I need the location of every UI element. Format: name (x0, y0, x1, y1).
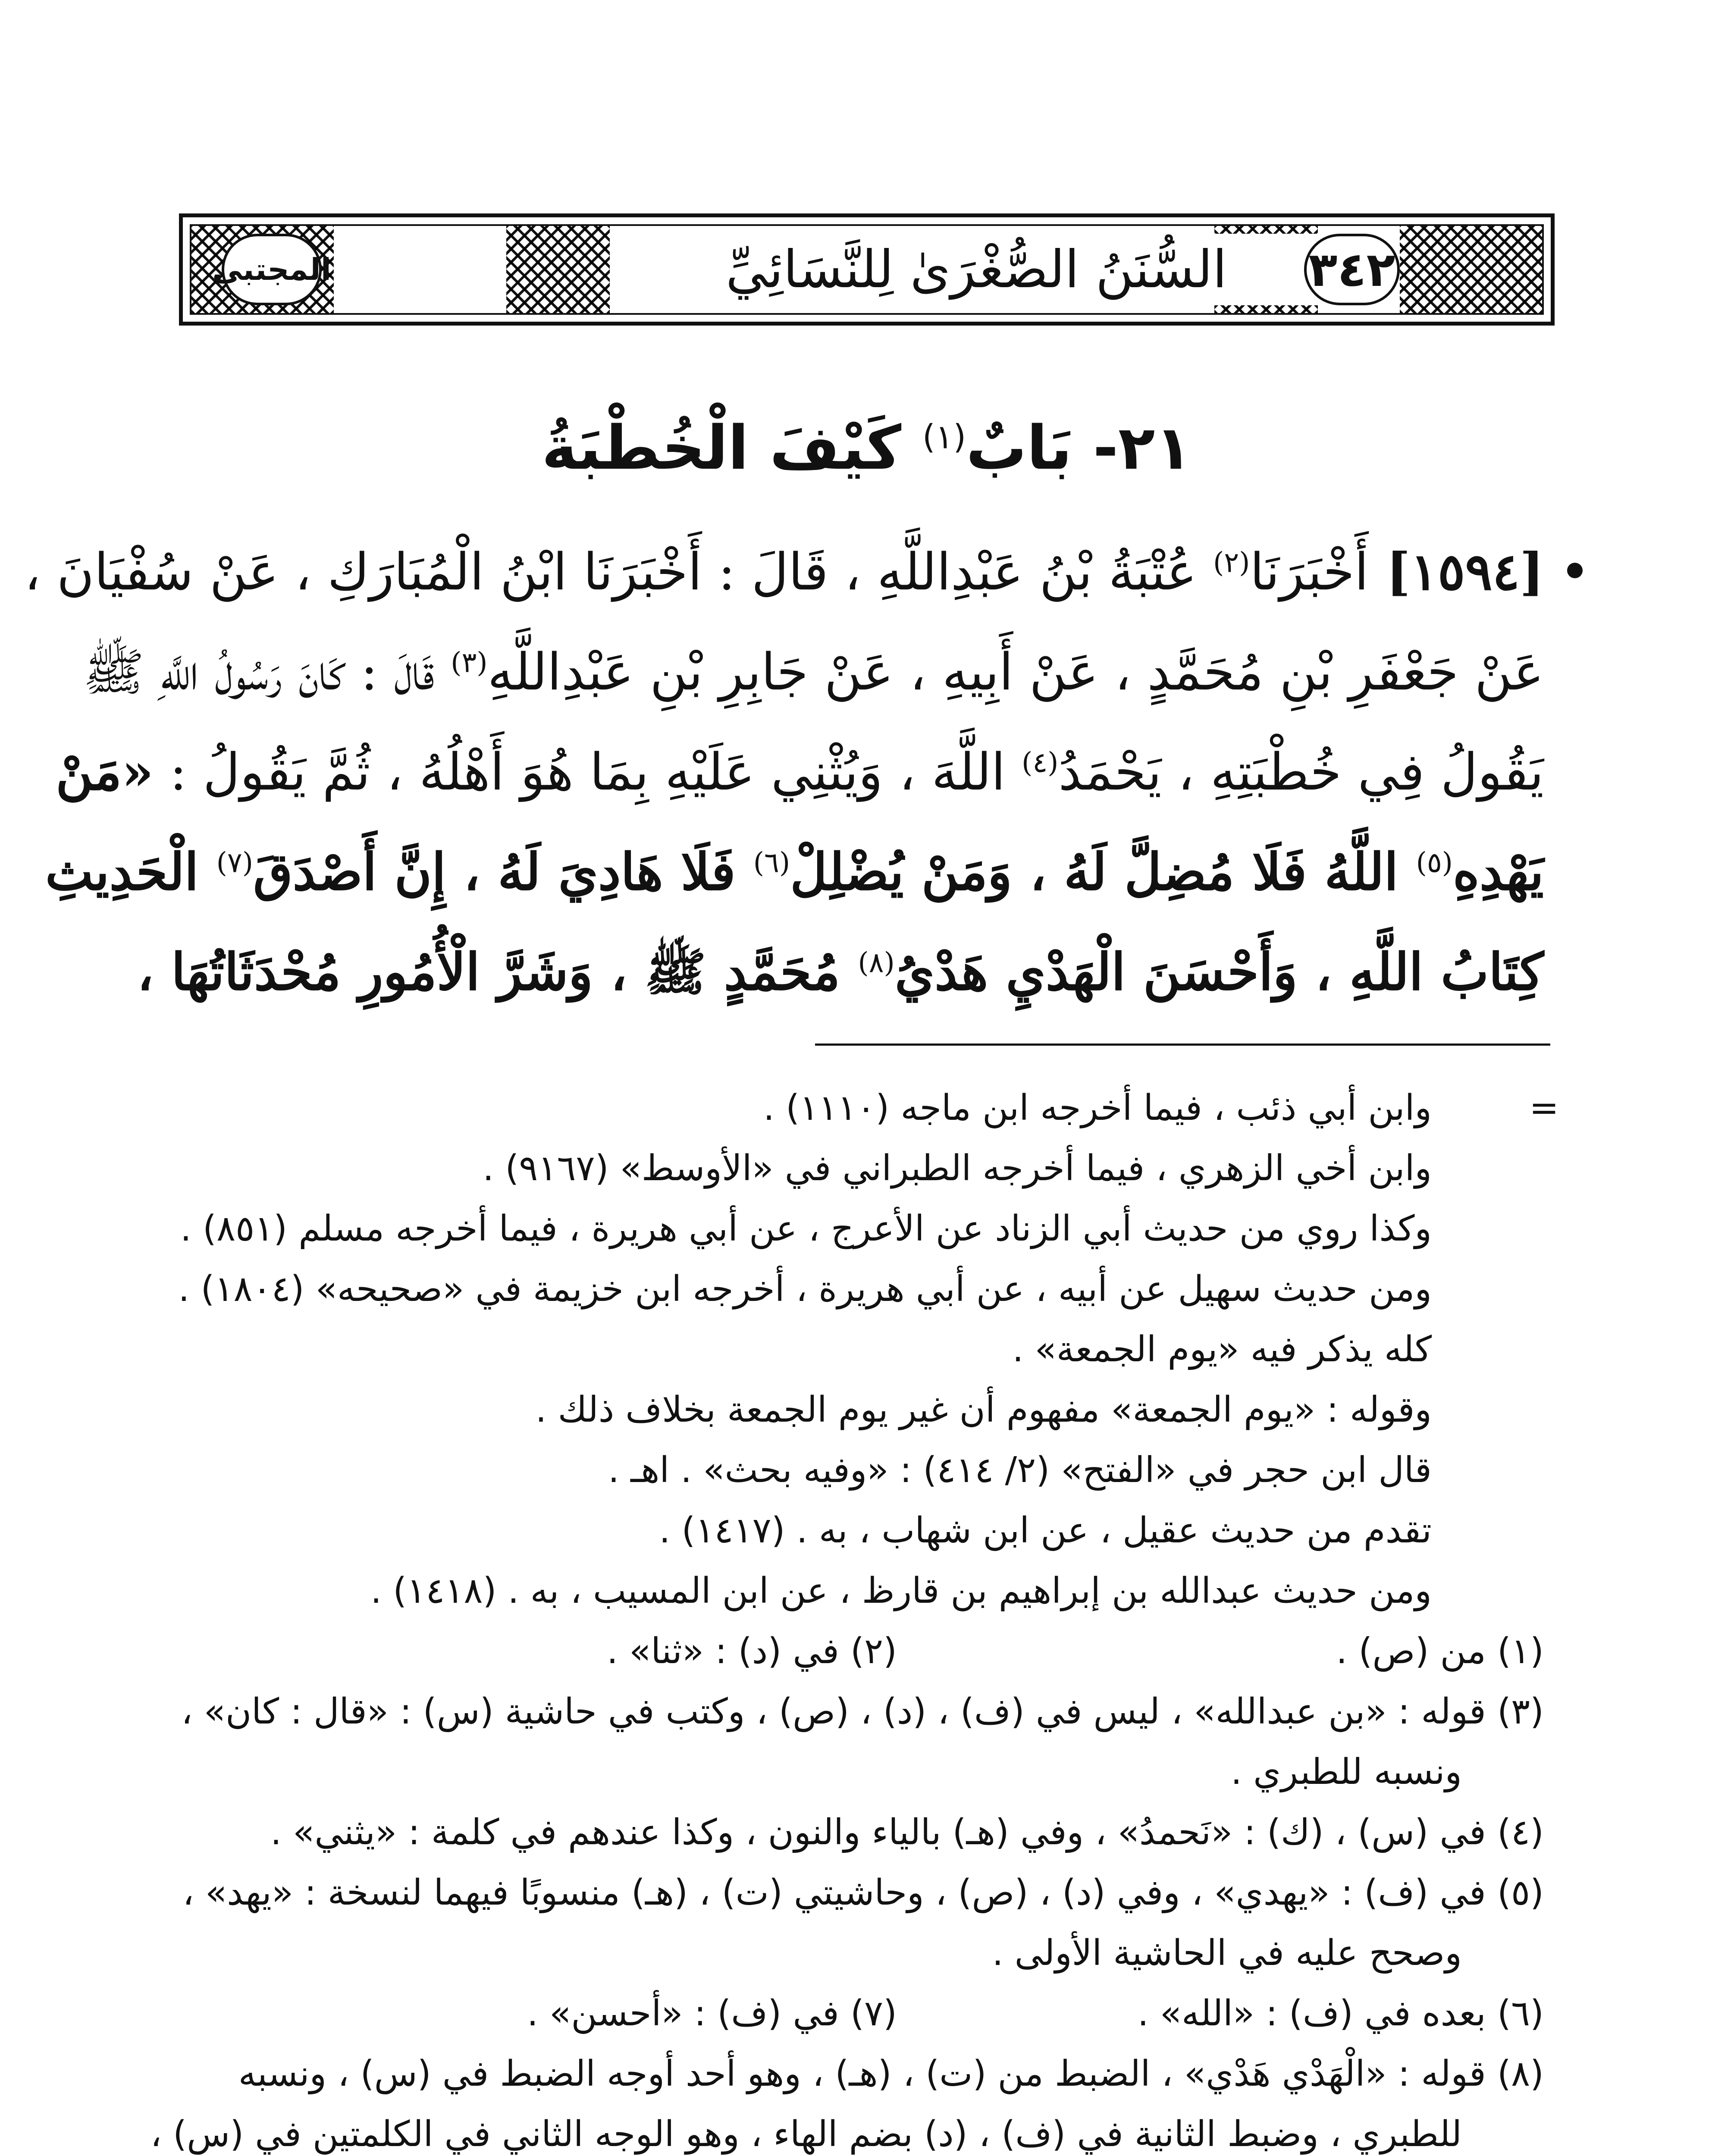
footnote-ref: (٥) (1416, 846, 1453, 879)
header-ornament-right (1400, 226, 1542, 313)
footnote-cont-line: وقوله : «يوم الجمعة» مفهوم أن غير يوم الجمعة بخلاف ذلك . (535, 1389, 1432, 1430)
hadith-line (45, 822, 1544, 922)
footnote-ref: (٧) (216, 846, 254, 879)
hadith-text-segment: مُحَمَّدٍ ﷺ ، وَشَرَّ الْأُمُورِ مُحْدَثَاتُهَا ، (137, 942, 858, 1002)
chapter-footnote-ref: (١) (922, 418, 966, 457)
header-title-box (623, 234, 1330, 305)
hadith-text-segment: عَنْ جَعْفَرِ بْنِ مُحَمَّدٍ ، عَنْ أَبِيهِ ، عَنْ جَابِرِ بْنِ عَبْدِاللَّهِ (487, 642, 1544, 702)
page-number: ٣٤٢ (1308, 242, 1395, 297)
hadith-number: [١٥٩٤] (1368, 542, 1544, 602)
hadith-bullet-icon (1567, 563, 1583, 578)
book-title: السُّنَنُ الصُّغْرَىٰ لِلنَّسَائِيِّ (725, 239, 1227, 300)
footnote-cont-line: ومن حديث عبدالله بن إبراهيم بن قارظ ، عن ابن المسيب ، به . (١٤١٨) . (370, 1570, 1432, 1611)
footnote-2: (٢) في (د) : «ثنا» . (607, 1631, 897, 1672)
hadith-line (83, 622, 1544, 722)
footnote-cont-line: كله يذكر فيه «يوم الجمعة» . (1012, 1329, 1432, 1370)
footnote-divider (815, 1044, 1550, 1046)
footnote-8: (٨) قوله : «الْهَدْي هَدْي» ، الضبط من (ت) ، (هـ) ، وهو أحد أوجه الضبط في (س) ، ونسبه (238, 2053, 1544, 2094)
page-header (179, 213, 1555, 326)
hadith-lines (24, 522, 1544, 1022)
footnote-ref: (٣) (451, 646, 488, 679)
footnote-5: (٥) في (ف) : «يهدي» ، وفي (د) ، (ص) ، وحاشيتي (ت) ، (هـ) منسوبًا فيهما لنسخة : «يهد» ، (182, 1872, 1544, 1913)
footnote-ref: (٦) (753, 846, 790, 879)
hadith-text-segment: اللَّهَ ، وَيُثْنِي عَلَيْهِ بِمَا هُوَ أَهْلُهُ ، ثُمَّ يَقُولُ : (154, 742, 1022, 802)
hadith-text-segment: كِتَابُ اللَّهِ ، وَأَحْسَنَ الْهَدْيِ هَدْيُ (894, 942, 1544, 1002)
footnotes (150, 1078, 1559, 2156)
footnote-8-cont: للطبري ، وضبط الثانية في (ف) ، (د) بضم الهاء ، وهو الوجه الثاني في الكلمتين في (س) ، (150, 2114, 1462, 2155)
footnote-cont-line: قال ابن حجر في «الفتح» (٢/ ٤١٤) : «وفيه بحث» . اهـ . (608, 1450, 1432, 1491)
hadith-text-segment: الْحَدِيثِ (45, 842, 216, 902)
footnote-ref: (٢) (1213, 546, 1250, 579)
footnote-cont-line: وابن أبي ذئب ، فيما أخرجه ابن ماجه (١١١٠) . (763, 1087, 1432, 1128)
footnote-cont-line: وكذا روي من حديث أبي الزناد عن الأعرج ، عن أبي هريرة ، فيما أخرجه مسلم (٨٥١) . (180, 1208, 1432, 1249)
hadith-text-segment: اللَّهُ فَلَا مُضِلَّ لَهُ ، وَمَنْ يُضْلِلْ (790, 842, 1416, 902)
header-ornament-center-left (506, 226, 610, 313)
footnote-7: (٧) في (ف) : «أحسن» . (527, 1993, 897, 2034)
hadith-text (24, 522, 1544, 1022)
hadith-line (137, 922, 1544, 1022)
hadith-text-segment: يَقُولُ فِي خُطْبَتِهِ ، يَحْمَدُ (1058, 742, 1544, 802)
chapter-heading-title: كَيْفَ الْخُطْبَةُ (542, 413, 922, 483)
footnote-ref: (٨) (858, 946, 895, 979)
page-number-box (1304, 234, 1400, 305)
footnote-cont-line: ومن حديث سهيل عن أبيه ، عن أبي هريرة ، أخرجه ابن خزيمة في «صحيحه» (١٨٠٤) . (178, 1269, 1432, 1310)
header-emblem (212, 234, 331, 305)
hadith-text-segment: أَخْبَرَنَا (1250, 542, 1369, 602)
hadith-text-segment: يَهْدِهِ (1453, 842, 1544, 902)
footnote-3-cont: ونسبه للطبري . (1230, 1752, 1462, 1792)
continuation-mark: = (1529, 1087, 1559, 1128)
hadith-text-segment: قَالَ : كَانَ رَسُولُ اللَّهِ ﷺ (83, 642, 451, 702)
footnote-3: (٣) قوله : «بن عبدالله» ، ليس في (ف) ، (د) ، (ص) ، وكتب في حاشية (س) : «قال : كان» ، (181, 1691, 1544, 1732)
header-frame (190, 224, 1544, 315)
footnote-4: (٤) في (س) ، (ك) : «نَحمدُ» ، وفي (هـ) بالياء والنون ، وكذا عندهم في كلمة : «يثني» . (270, 1812, 1544, 1853)
hadith-line (56, 722, 1544, 822)
footnote-6: (٦) بعده في (ف) : «الله» . (1137, 1993, 1544, 2034)
footnote-5-cont: وصحح عليه في الحاشية الأولى . (992, 1933, 1462, 1974)
footnote-cont-line: تقدم من حديث عقيل ، عن ابن شهاب ، به . (١٤١٧) . (659, 1510, 1432, 1551)
hadith-text-segment: عُتْبَةُ بْنُ عَبْدِاللَّهِ ، قَالَ : أَخْبَرَنَا ابْنُ الْمُبَارَكِ ، عَنْ سُفْيَانَ ، (24, 542, 1213, 602)
hadith-text-segment: «مَنْ (56, 742, 154, 802)
hadith-line (24, 522, 1544, 622)
footnote-row-6-7 (185, 1984, 1544, 2044)
chapter-heading-prefix: ٢١- بَابٌ (966, 413, 1192, 483)
header-emblem-text: المجتبى (212, 252, 331, 287)
hadith-text-segment: فَلَا هَادِيَ لَهُ ، إِنَّ أَصْدَقَ (253, 842, 753, 902)
footnote-row-1-2 (185, 1621, 1544, 1682)
chapter-heading (172, 401, 1561, 496)
footnote-1: (١) من (ص) . (1336, 1631, 1544, 1672)
footnote-cont-line: وابن أخي الزهري ، فيما أخرجه الطبراني في «الأوسط» (٩١٦٧) . (483, 1148, 1432, 1189)
footnote-ref: (٤) (1021, 746, 1059, 779)
